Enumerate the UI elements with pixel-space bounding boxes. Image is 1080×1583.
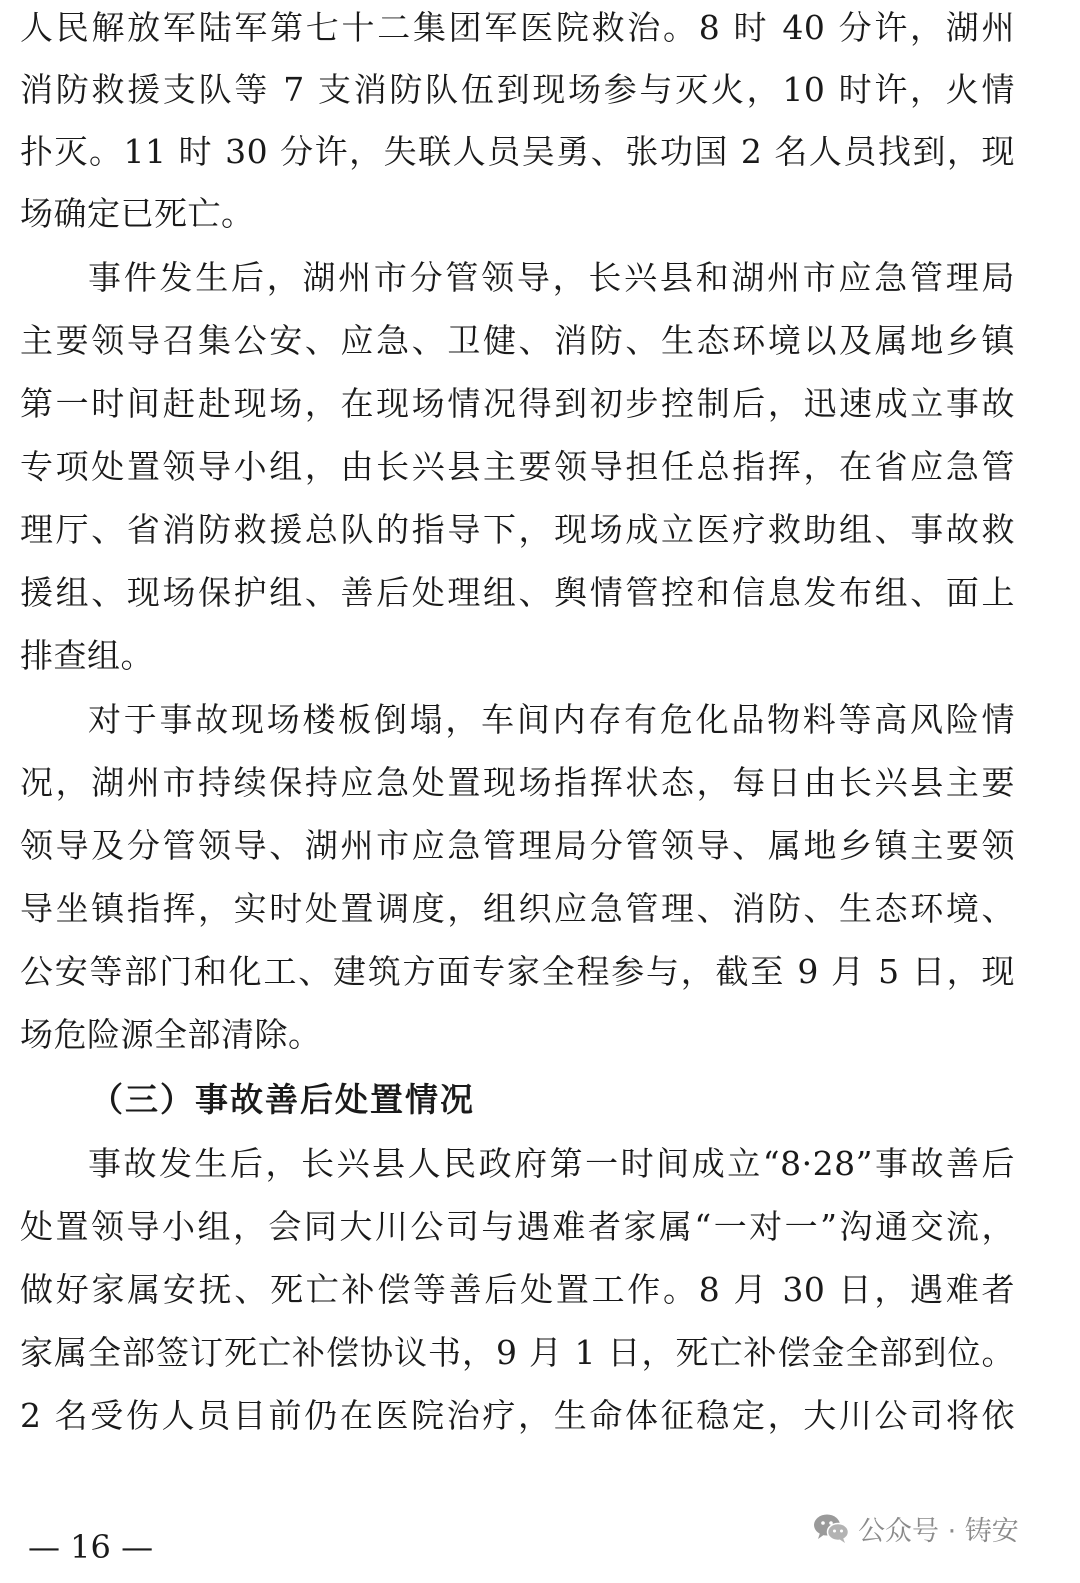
text-line: 排查组。 bbox=[20, 636, 154, 675]
page-number: — 16 — bbox=[28, 1528, 154, 1566]
wechat-icon bbox=[812, 1512, 850, 1544]
text-line: 扑灭。11 时 30 分许，失联人员吴勇、张功国 2 名人员找到，现 bbox=[20, 132, 1015, 171]
text-line: 2 名受伤人员目前仍在医院治疗，生命体征稳定，大川公司将依 bbox=[20, 1396, 1015, 1435]
text-line: 第一时间赶赴现场，在现场情况得到初步控制后，迅速成立事故 bbox=[20, 384, 1015, 423]
paragraph-first-line: 事件发生后，湖州市分管领导，长兴县和湖州市应急管理局 bbox=[88, 258, 1015, 297]
text-line: 公安等部门和化工、建筑方面专家全程参与，截至 9 月 5 日，现 bbox=[20, 952, 1015, 991]
text-line: 消防救援支队等 7 支消防队伍到现场参与灭火，10 时许，火情 bbox=[20, 70, 1015, 109]
watermark bbox=[812, 1508, 1019, 1548]
text-line: 领导及分管领导、湖州市应急管理局分管领导、属地乡镇主要领 bbox=[20, 826, 1015, 865]
text-line: 场危险源全部清除。 bbox=[20, 1015, 322, 1054]
paragraph-first-line: 事故发生后，长兴县人民政府第一时间成立“8·28”事故善后 bbox=[88, 1144, 1015, 1183]
text-line: 主要领导召集公安、应急、卫健、消防、生态环境以及属地乡镇 bbox=[20, 321, 1015, 360]
watermark-label: 公众号 · 铸安 bbox=[858, 1515, 1019, 1547]
text-line: 理厅、省消防救援总队的指导下，现场成立医疗救助组、事故救 bbox=[20, 510, 1015, 549]
text-line: 援组、现场保护组、善后处理组、舆情管控和信息发布组、面上 bbox=[20, 573, 1015, 612]
text-line: 专项处置领导小组，由长兴县主要领导担任总指挥，在省应急管 bbox=[20, 447, 1015, 486]
text-line: 导坐镇指挥，实时处置调度，组织应急管理、消防、生态环境、 bbox=[20, 889, 1015, 928]
text-line: 家属全部签订死亡补偿协议书，9 月 1 日，死亡补偿金全部到位。 bbox=[20, 1333, 1015, 1372]
section-heading: （三）事故善后处置情况 bbox=[90, 1080, 475, 1119]
text-line: 况，湖州市持续保持应急处置现场指挥状态，每日由长兴县主要 bbox=[20, 763, 1015, 802]
paragraph-first-line: 对于事故现场楼板倒塌，车间内存有危化品物料等高风险情 bbox=[88, 700, 1015, 739]
text-line: 做好家属安抚、死亡补偿等善后处置工作。8 月 30 日，遇难者 bbox=[20, 1270, 1015, 1309]
text-line: 处置领导小组，会同大川公司与遇难者家属“一对一”沟通交流， bbox=[20, 1207, 1015, 1246]
text-line: 场确定已死亡。 bbox=[20, 194, 255, 233]
text-line: 人民解放军陆军第七十二集团军医院救治。8 时 40 分许，湖州 bbox=[20, 8, 1015, 47]
